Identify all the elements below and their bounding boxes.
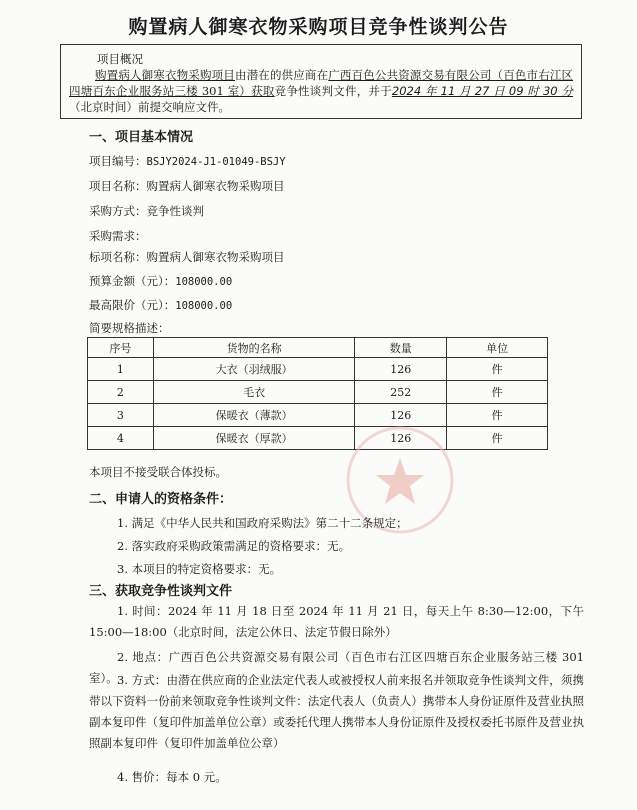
cell-unit: 件 <box>447 381 548 404</box>
lot-name-label: 标项名称： <box>89 250 147 264</box>
budget-value: 108000.00 <box>175 276 233 288</box>
cell-index: 3 <box>88 404 154 427</box>
cell-quantity: 252 <box>355 381 447 404</box>
obtain-method: 3. 方式：由潜在供应商的企业法定代表人或被授权人前来报名并领取竞争性谈判文件，须携带以下资料一份前来领取竞争性谈判文件：法定代表人（负责人）携带本人身份证原件及营业执照副本复印件（复印件加盖单位公章）或委托代理人携带本人身份证原件及授权委托书原件及营业执照副本复印件（复印件加盖单位公章） <box>89 673 584 750</box>
no-consortium-note: 本项目不接受联合体投标。 <box>89 465 227 479</box>
qualification-item-3: 3. 本项目的特定资格要求：无。 <box>117 562 282 576</box>
cell-index: 2 <box>88 381 154 404</box>
project-name-label: 项目名称： <box>89 179 147 193</box>
overview-text-2: 竞争性谈判文件，并于 <box>274 84 392 98</box>
table-row <box>88 358 548 381</box>
cell-index: 1 <box>88 358 154 381</box>
project-number-line <box>89 153 286 169</box>
project-number-value: BSJY2024-J1-01049-BSJY <box>146 156 286 168</box>
cell-goods-name: 大衣（羽绒服） <box>153 358 355 381</box>
cell-goods-name: 保暖衣（薄款） <box>153 404 355 427</box>
project-name-line <box>89 178 285 194</box>
procurement-method-value: 竞争性谈判 <box>146 204 204 218</box>
obtain-place: 2. 地点：广西百色公共资源交易有限公司（百色市右江区四塘百东企业服务站三楼 301 室）。 <box>89 650 584 685</box>
header-unit: 单位 <box>447 338 548 358</box>
max-price-line <box>89 297 232 313</box>
max-price-label: 最高限价（元）： <box>89 298 176 312</box>
section-1-heading: 一、项目基本情况 <box>89 130 194 145</box>
lot-name-line <box>89 249 285 265</box>
project-name-value: 购置病人御寒衣物采购项目 <box>146 179 285 193</box>
overview-heading: 项目概况 <box>97 52 143 66</box>
cell-goods-name: 毛衣 <box>153 381 355 404</box>
table-row <box>88 427 548 450</box>
header-quantity: 数量 <box>355 338 447 358</box>
obtain-time-paragraph <box>89 601 584 643</box>
table-row <box>88 381 548 404</box>
qualification-item-2: 2. 落实政府采购政策需满足的资格要求：无。 <box>117 539 351 553</box>
table-row <box>88 404 548 427</box>
budget-line <box>89 273 232 289</box>
procurement-method-label: 采购方式： <box>89 204 147 218</box>
overview-project-name: 购置病人御寒衣物采购项目 <box>95 68 235 82</box>
cell-quantity: 126 <box>355 427 447 450</box>
cell-goods-name: 保暖衣（厚款） <box>153 427 355 450</box>
header-goods-name: 货物的名称 <box>153 338 355 358</box>
cell-unit: 件 <box>447 358 548 381</box>
procurement-demand-label: 采购需求： <box>89 229 147 243</box>
overview-text-3: （北京时间）前提交响应文件。 <box>69 100 230 114</box>
section-3-heading: 三、获取竞争性谈判文件 <box>89 584 233 599</box>
table-header-row <box>88 338 548 358</box>
procurement-method-line <box>89 203 204 219</box>
header-index: 序号 <box>88 338 154 358</box>
cell-unit: 件 <box>447 427 548 450</box>
page-title: 购置病人御寒衣物采购项目竞争性谈判公告 <box>128 16 509 38</box>
section-2-heading: 二、申请人的资格条件： <box>89 492 233 507</box>
overview-paragraph <box>69 67 573 115</box>
overview-deadline: 2024 年 11 月 27 日 09 时 30 分 <box>391 84 574 98</box>
qualification-item-1: 1. 满足《中华人民共和国政府采购法》第二十二条规定； <box>117 516 408 530</box>
cell-index: 4 <box>88 427 154 450</box>
max-price-value: 108000.00 <box>175 300 233 312</box>
project-number-label: 项目编号： <box>89 154 147 168</box>
obtain-time-label: 1. 时间： <box>117 604 168 618</box>
spec-table <box>87 337 548 450</box>
cell-unit: 件 <box>447 404 548 427</box>
overview-agency: 广西百色公共资源交易有限公司（百色市右江区四塘百东企业服务站三楼 301 室）获取 <box>69 68 574 98</box>
lot-name-value: 购置病人御寒衣物采购项目 <box>146 250 285 264</box>
budget-label: 预算金额（元）： <box>89 274 176 288</box>
cell-quantity: 126 <box>355 404 447 427</box>
overview-text-1: 由潜在的供应商在 <box>234 68 329 82</box>
spec-description-label: 简要规格描述： <box>89 321 170 335</box>
cell-quantity: 126 <box>355 358 447 381</box>
project-overview-box <box>60 44 582 119</box>
document-price: 4. 售价：每本 0 元。 <box>117 770 227 784</box>
obtain-time-text: 2024 年 11 月 18 日至 2024 年 11 月 21 日，每天上午 8:30—12:00，下午 15:00—18:00（北京时间，法定公休日、法定节假日除外） <box>89 604 584 639</box>
